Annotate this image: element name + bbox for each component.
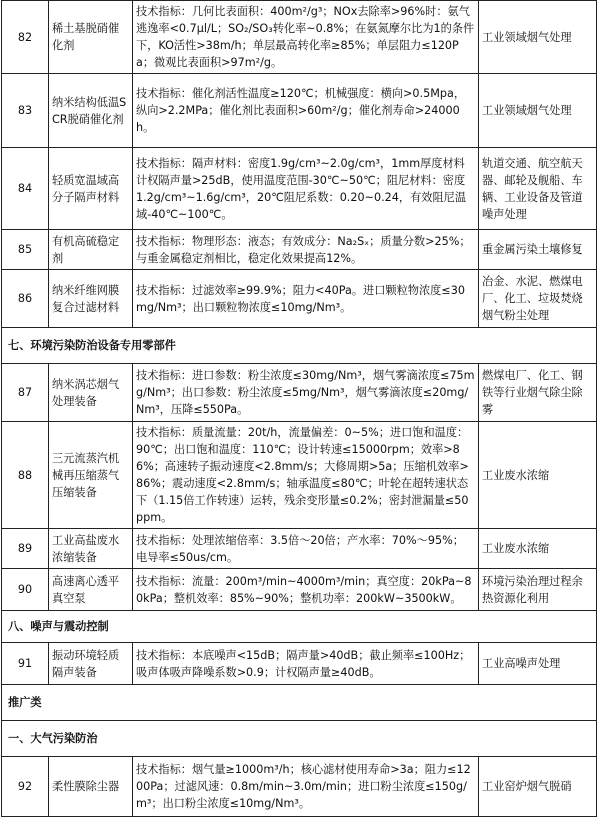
application-field: 环境污染治理过程余热资源化利用 [479,569,597,611]
technical-spec: 技术指标：进口参数：粉尘浓度≤30mg/Nm³，烟气雾滴浓度≤75mg/Nm³；出口参数：粉尘浓度≤5mg/Nm³，烟气雾滴浓度≤20mg/Nm³，压降≤550Pa。 [133,364,479,422]
application-field: 工业窑炉烟气脱硝 [479,757,597,817]
technical-spec: 技术指标：本底噪声<15dB；隔声量>40dB；截止频率≤100Hz；吸声体吸声降噪系数>0.9；计权隔声量≥40dB。 [133,643,479,685]
table-row [2,148,597,230]
row-number: 82 [2,1,49,74]
table-row [2,529,597,569]
row-number: 92 [2,757,49,817]
table-row [2,757,597,817]
table-row [2,230,597,270]
table-row [2,569,597,611]
row-number: 83 [2,74,49,148]
section-heading: 一、大气污染防治 [2,721,597,757]
technical-spec: 技术指标：处理浓缩倍率：3.5倍～20倍；产水率：70%～95%；电导率≤50us/cm。 [133,529,479,569]
technical-spec: 技术指标：隔声材料：密度1.9g/cm³~2.0g/cm³，1mm厚度材料计权隔声量>25dB，使用温度范围-30℃~50℃；阻尼材料：密度1.2g/cm³~1.6g/cm³，20℃阻尼系数：0.20~0.24，有效阻尼温域-40℃~100℃。 [133,148,479,230]
equipment-name: 振动环境轻质隔声装备 [49,643,133,685]
row-number: 85 [2,230,49,270]
section-heading: 八、噪声与震动控制 [2,611,597,643]
technical-spec: 技术指标：质量流量：20t/h，流量偏差：0~5%；进口饱和温度：90℃；出口饱和温度：110℃；设计转速≤15000rpm；效率>86%；高速转子振动速度<2.8mm/s；大修周期>5a；压缩机效率>86%；震动速度<2.8mm/s；轴承温度≤80℃；叶轮在超转速状态下（1.15倍工作转速）运转，残余变形量≤0.2%；密封泄漏量≤50ppm。 [133,422,479,529]
table-row [2,74,597,148]
section-heading: 推广类 [2,685,597,721]
technical-spec: 技术指标：烟气量≥1000m³/h；核心滤材使用寿命>3a；阻力≤1200Pa；过滤风速：0.8m/min~3.0m/min；进口粉尘浓度≤150g/m³；出口粉尘浓度≤10mg/Nm³。 [133,757,479,817]
equipment-name: 高速离心透平真空泵 [49,569,133,611]
technical-spec: 技术指标：流量：200m³/min~4000m³/min；真空度：20kPa~80kPa；整机效率：85%~90%；整机功率：200kW~3500kW。 [133,569,479,611]
equipment-name: 稀土基脱硝催化剂 [49,1,133,74]
row-number: 87 [2,364,49,422]
equipment-name: 三元流蒸汽机械再压缩蒸气压缩装备 [49,422,133,529]
equipment-name: 柔性膜除尘器 [49,757,133,817]
row-number: 86 [2,270,49,328]
technical-spec: 技术指标：几何比表面积：400m²/g³；NOx去除率>96%时：氨气逃逸率<0.7μl/L；SO₂/SO₃转化率~0.8%；在氨氮摩尔比为1的条件下，KO活性>38m/h；单层最高转化率≥85%；单层阻力≤120Pa；微观比表面积>97m²/g。 [133,1,479,74]
equipment-name: 纳米纤维网膜复合过滤材料 [49,270,133,328]
application-field: 工业领域烟气处理 [479,74,597,148]
technical-spec: 技术指标：过滤效率≥99.9%；阻力<40Pa。进口颗粒物浓度≤30mg/Nm³；出口颗粒物浓度≤10mg/Nm³。 [133,270,479,328]
spec-table [1,0,597,817]
equipment-name: 工业高盐废水浓缩装备 [49,529,133,569]
section-row [2,328,597,364]
table-row [2,270,597,328]
equipment-name: 有机高硫稳定剂 [49,230,133,270]
application-field: 轨道交通、航空航天器、邮轮及舰船、车辆、工业设备及管道噪声处理 [479,148,597,230]
application-field: 工业领域烟气处理 [479,1,597,74]
table-row [2,1,597,74]
section-row [2,685,597,721]
table-row [2,422,597,529]
row-number: 91 [2,643,49,685]
application-field: 工业废水浓缩 [479,422,597,529]
section-row [2,611,597,643]
section-heading: 七、环境污染防治设备专用零部件 [2,328,597,364]
equipment-name: 轻质宽温域高分子隔声材料 [49,148,133,230]
application-field: 工业高噪声处理 [479,643,597,685]
technical-spec: 技术指标：催化剂活性温度≥120℃；机械强度：横向>0.5Mpa，纵向>2.2MPa；催化剂比表面积>60m²/g；催化剂寿命>24000h。 [133,74,479,148]
section-row [2,721,597,757]
table-row [2,364,597,422]
technical-spec: 技术指标：物理形态：液态；有效成分：Na₂Sₓ；质量分数>25%；与重金属稳定剂相比，稳定化效果提高12%。 [133,230,479,270]
application-field: 冶金、水泥、燃煤电厂、化工、垃圾焚烧烟气粉尘处理 [479,270,597,328]
equipment-name: 纳米涡芯烟气处理装备 [49,364,133,422]
row-number: 84 [2,148,49,230]
table-row [2,643,597,685]
application-field: 重金属污染土壤修复 [479,230,597,270]
application-field: 燃煤电厂、化工、钢铁等行业烟气除尘除雾 [479,364,597,422]
row-number: 90 [2,569,49,611]
application-field: 工业废水浓缩 [479,529,597,569]
row-number: 88 [2,422,49,529]
equipment-name: 纳米结构低温SCR脱硝催化剂 [49,74,133,148]
row-number: 89 [2,529,49,569]
